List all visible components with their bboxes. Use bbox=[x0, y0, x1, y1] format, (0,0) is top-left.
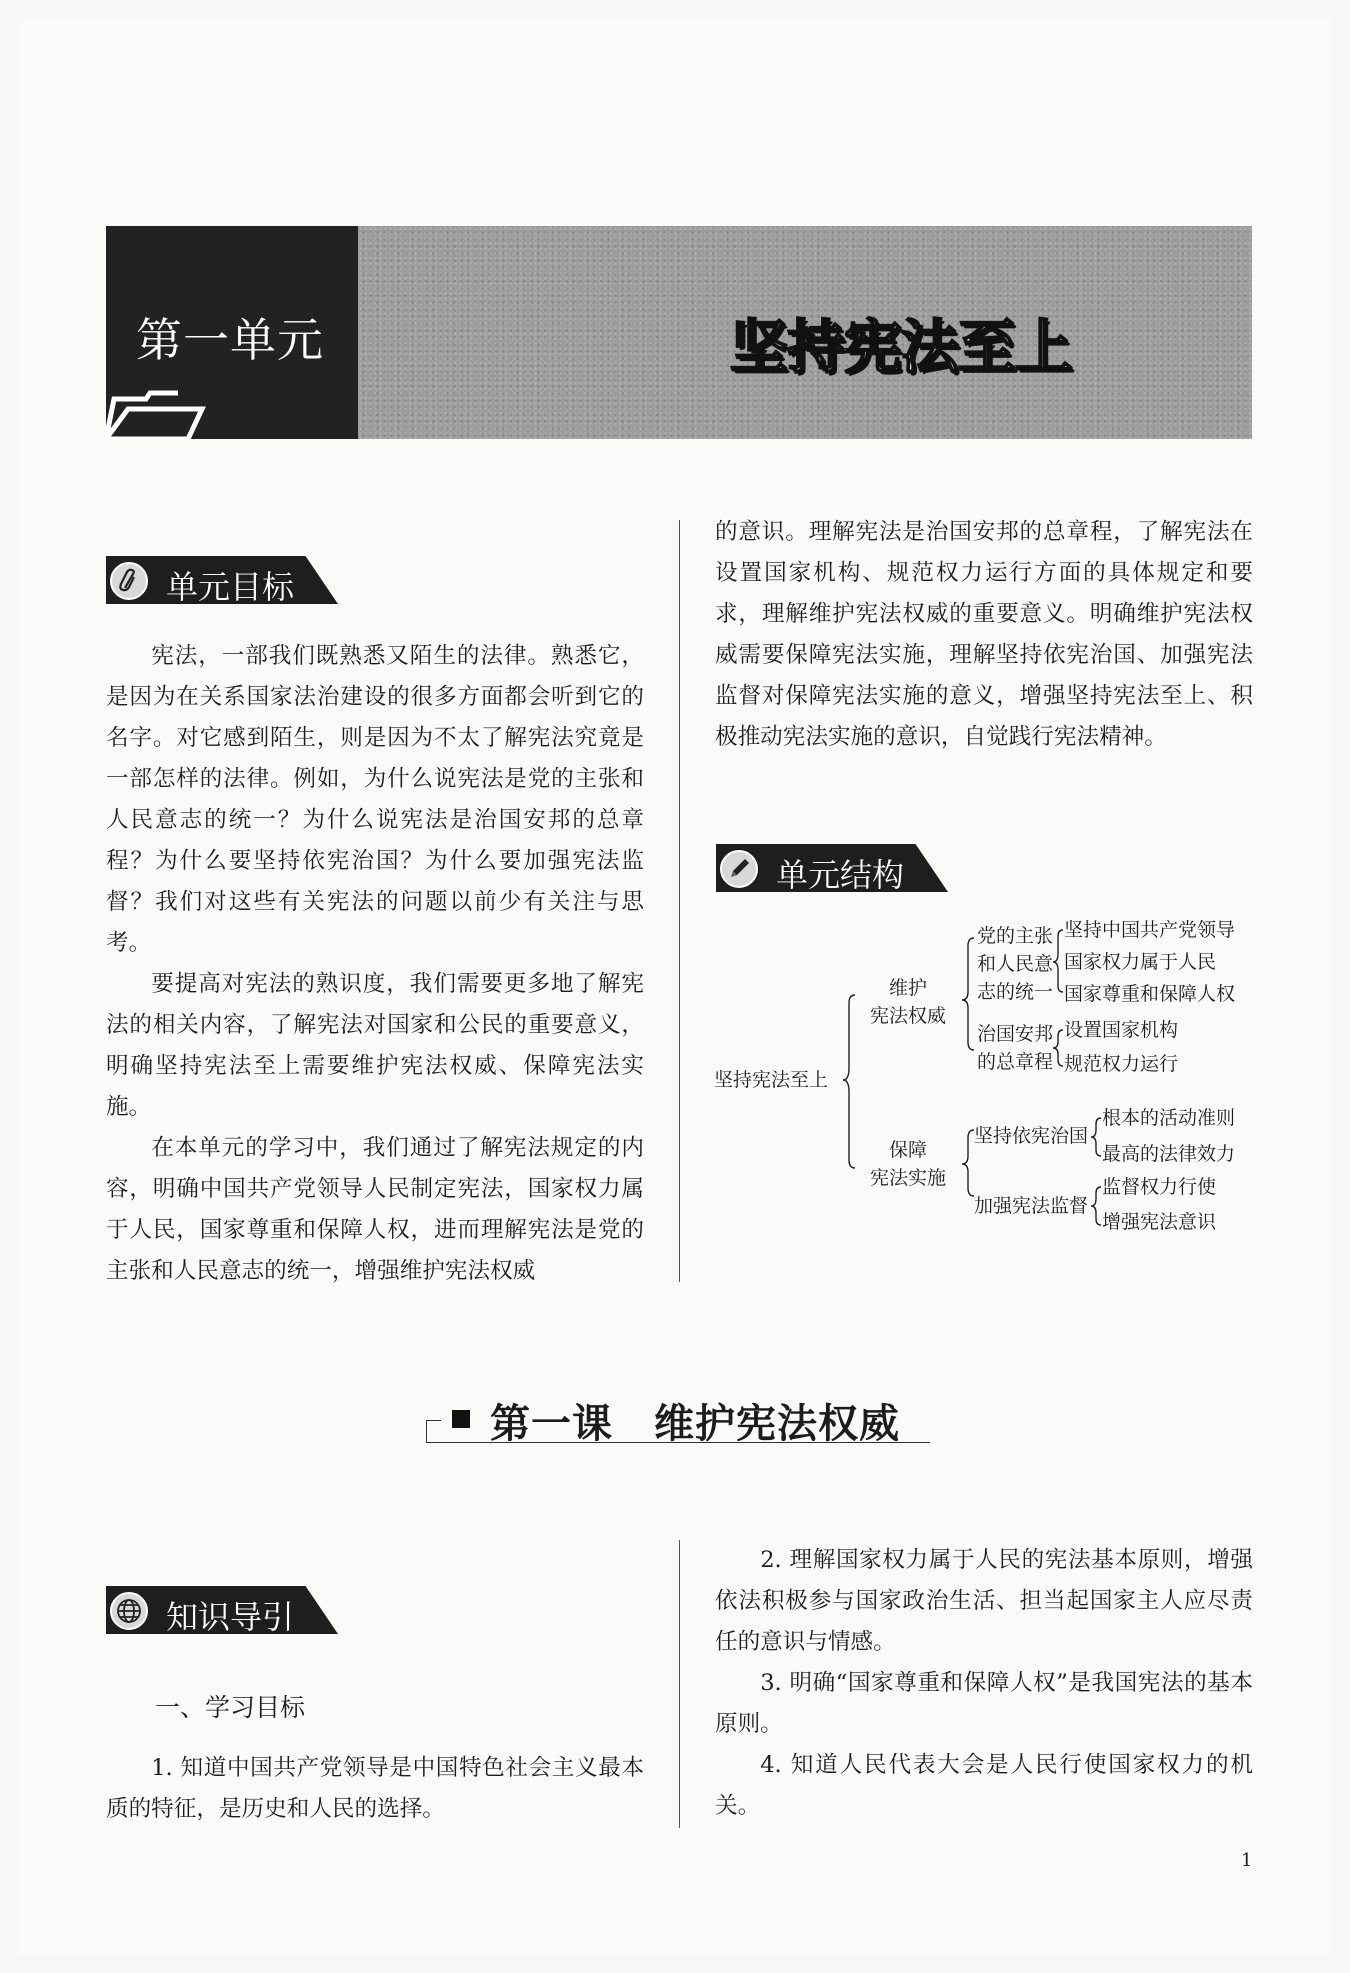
structure-leaf: 增强宪法意识 bbox=[1102, 1211, 1217, 1233]
goals-paragraph-1: 宪法，一部我们既熟悉又陌生的法律。熟悉它，是因为在关系国家法治建设的很多方面都会听到它的名字。对它感到陌生，则是因为不太了解宪法究竟是一部怎样的法律。例如，为什么说宪法是党的主张和人民意志的统一？为什么说宪法是治国安邦的总章程？为什么要坚持依宪治国？为什么要加强宪法监督？我们对这些有关宪法的问题以前少有关注与思考。 bbox=[106, 643, 644, 956]
goals-paragraph-continued: 的意识。理解宪法是治国安邦的总章程，了解宪法在设置国家机构、规范权力运行方面的具体规定和要求，理解维护宪法权威的重要意义。明确维护宪法权威需要保障宪法实施，理解坚持依宪治国、加强宪法监督对保障宪法实施的意义，增强坚持宪法至上、积极推动宪法实施的意识，自觉践行宪法精神。 bbox=[715, 519, 1253, 750]
structure-node-rule-by-constitution: 坚持依宪治国 bbox=[974, 1125, 1089, 1147]
unit-title: 坚持宪法至上 bbox=[730, 313, 1073, 381]
unit-goals-header bbox=[106, 556, 338, 604]
square-bullet-icon bbox=[452, 1410, 470, 1428]
structure-branch-1: 维护 宪法权威 bbox=[869, 977, 946, 1027]
pencil-icon bbox=[720, 850, 758, 888]
goals-paragraph-3: 在本单元的学习中，我们通过了解宪法规定的内容，明确中国共产党领导人民制定宪法，国家权力属于人民，国家尊重和保障人权，进而理解宪法是党的主张和人民意志的统一，增强维护宪法权威 bbox=[106, 1135, 644, 1284]
structure-leaf: 设置国家机构 bbox=[1064, 1019, 1179, 1041]
lesson-title-bracket bbox=[426, 1420, 441, 1443]
unit-banner bbox=[106, 226, 1252, 439]
goals-paragraph-2: 要提高对宪法的熟识度，我们需要更多地了解宪法的相关内容，了解宪法对国家和公民的重要意义，明确坚持宪法至上需要维护宪法权威、保障宪法实施。 bbox=[106, 971, 644, 1120]
column-divider-bottom bbox=[679, 1540, 680, 1828]
structure-branch-2: 保障 宪法实施 bbox=[869, 1139, 946, 1189]
unit-title-panel bbox=[358, 226, 1252, 439]
objective-item-1: 1. 知道中国共产党领导是中国特色社会主义最本质的特征，是历史和人民的选择。 bbox=[106, 1755, 644, 1822]
globe-icon bbox=[110, 1592, 148, 1630]
lesson-title: 第一课 维护宪法权威 bbox=[490, 1400, 900, 1447]
structure-leaf: 国家权力属于人民 bbox=[1064, 951, 1217, 973]
structure-leaf: 最高的法律效力 bbox=[1102, 1143, 1236, 1165]
objectives-right bbox=[715, 1540, 1253, 1827]
structure-node-party-will: 党的主张 和人民意 志的统一 bbox=[976, 925, 1053, 1003]
goals-left-text bbox=[106, 636, 644, 1292]
structure-leaf: 监督权力行使 bbox=[1102, 1176, 1217, 1198]
structure-node-charter: 治国安邦 的总章程 bbox=[976, 1023, 1053, 1073]
folder-icon bbox=[106, 381, 216, 439]
knowledge-guide-header bbox=[106, 1586, 338, 1634]
paperclip-icon bbox=[110, 562, 148, 600]
unit-label: 第一单元 bbox=[136, 313, 324, 367]
objective-item-3: 3. 明确“国家尊重和保障人权”是我国宪法的基本原则。 bbox=[715, 1670, 1253, 1737]
structure-leaf: 根本的活动准则 bbox=[1102, 1107, 1236, 1129]
structure-node-supervision: 加强宪法监督 bbox=[974, 1195, 1089, 1217]
structure-leaf: 坚持中国共产党领导 bbox=[1064, 919, 1236, 941]
unit-goals-title: 单元目标 bbox=[166, 568, 295, 606]
unit-structure-title: 单元结构 bbox=[776, 856, 905, 894]
column-divider-top bbox=[679, 520, 680, 1282]
goals-right-text bbox=[715, 512, 1253, 758]
structure-leaf: 规范权力运行 bbox=[1064, 1053, 1179, 1075]
objective-item-4: 4. 知道人民代表大会是人民行使国家权力的机关。 bbox=[715, 1752, 1253, 1819]
objective-item-2: 2. 理解国家权力属于人民的宪法基本原则，增强依法积极参与国家政治生活、担当起国家主人应尽责任的意识与情感。 bbox=[715, 1547, 1253, 1655]
structure-root: 坚持宪法至上 bbox=[714, 1069, 829, 1091]
structure-diagram bbox=[712, 920, 1272, 1250]
learning-objectives-heading: 一、学习目标 bbox=[155, 1693, 306, 1722]
structure-leaf: 国家尊重和保障人权 bbox=[1064, 983, 1236, 1005]
page-number: 1 bbox=[1241, 1850, 1253, 1871]
knowledge-guide-title: 知识导引 bbox=[166, 1598, 295, 1636]
objectives-left bbox=[106, 1748, 644, 1830]
unit-label-panel bbox=[106, 226, 358, 439]
lesson-title-block bbox=[424, 1390, 930, 1450]
unit-structure-header bbox=[716, 844, 948, 892]
